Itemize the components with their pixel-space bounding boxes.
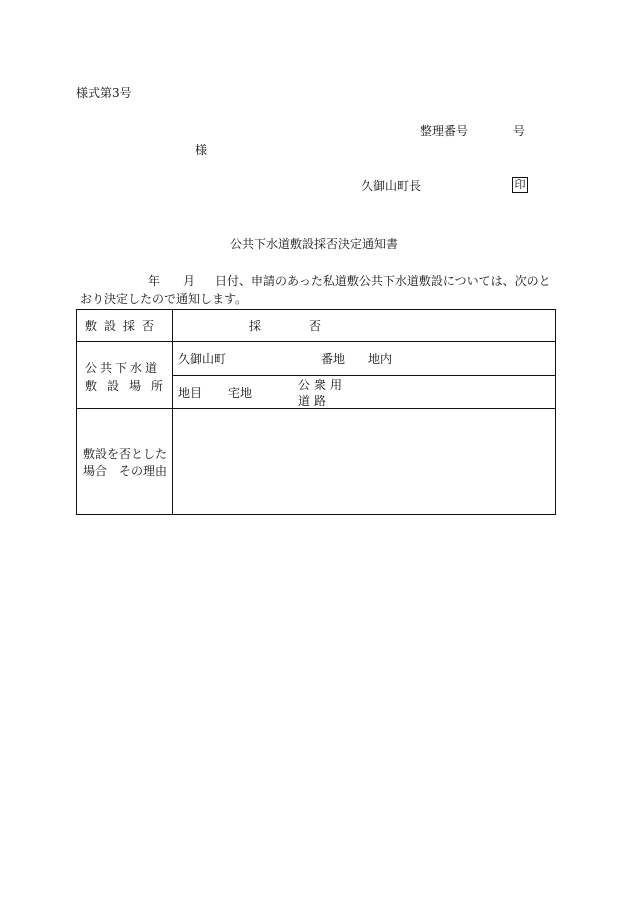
- approval-option-reject: 否: [309, 319, 322, 333]
- body-text: 日付、申請のあった私道敷公共下水道敷設については、次のと: [215, 274, 551, 288]
- body-year: 年: [148, 274, 161, 288]
- table-divider: [172, 375, 555, 376]
- addressee-honorific: 様: [195, 143, 208, 157]
- reference-number-label: 整理番号: [420, 124, 469, 138]
- location-banchi: 番地: [321, 352, 346, 366]
- location-chinai: 地内: [368, 352, 393, 366]
- seal-mark: 印: [512, 177, 528, 193]
- land-category-label: 地目: [178, 386, 203, 400]
- decision-table: [76, 309, 556, 515]
- location-town: 久御山町: [178, 352, 227, 366]
- approval-option-accept: 採: [249, 319, 262, 333]
- reason-label-line1: 敷設を否とした: [83, 447, 168, 461]
- land-category-residential: 宅地: [228, 386, 253, 400]
- location-label-line1: 公共下水道: [85, 361, 161, 375]
- body-line-2: おり決定したので通知します。: [80, 292, 248, 306]
- issuer-title: 久御山町長: [361, 179, 422, 193]
- body-month: 月: [183, 274, 196, 288]
- table-divider: [77, 341, 555, 342]
- land-category-public-line1: 公衆用: [298, 378, 347, 392]
- reason-label-line2: 場合 その理由: [83, 464, 168, 478]
- land-category-public-line2: 道路: [298, 394, 331, 408]
- document-title: 公共下水道敷設採否決定通知書: [230, 237, 399, 251]
- location-label-line2: 敷設場所: [85, 379, 174, 393]
- table-divider: [77, 408, 555, 409]
- form-number: 様式第3号: [76, 86, 132, 100]
- reference-number-suffix: 号: [513, 124, 526, 138]
- body-line-1: [148, 274, 551, 288]
- approval-label: 敷設採否: [85, 319, 162, 333]
